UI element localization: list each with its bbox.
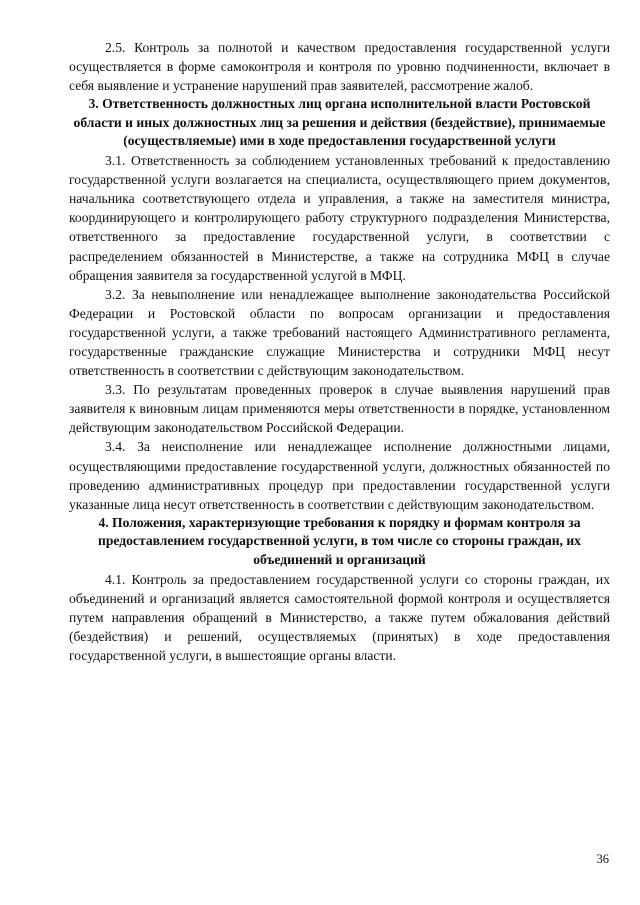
paragraph-3-3: 3.3. По результатам проведенных проверок в случае выявления нарушений прав заявителя к виновным лицам применяются меры ответственности в порядке, установленном действующим законодательством Российской Федерации. [69,382,610,436]
document-page [69,38,610,665]
paragraph-3-1: 3.1. Ответственность за соблюдением установленных требований к предоставлению государственной услуги возлагается на специалиста, осуществляющего прием документов, начальника соответствующего отдела и управления, а также на заместителя министра, координирующего и контролирующего работу структурного подразделения Министерства, ответственного за предоставление государственной услуги, в соответствии с распределением обязанностей в Министерстве, а также на сотрудника МФЦ в случае обращения заявителя за государственной услугой в МФЦ. [69,153,610,283]
paragraph-4-1: 4.1. Контроль за предоставлением государственной услуги со стороны граждан, их объединений и организаций является самостоятельной формой контроля и осуществляется путем направления обращений в Министерство, а также путем обжалования действий (бездействия) и решений, осуществляемых (принятых) в ходе предоставления государственной услуги, в вышестоящие органы власти. [69,571,610,663]
section-4-heading: 4. Положения, характеризующие требования к порядку и формам контроля за предоставлением государственной услуги, в том числе со стороны граждан, их объединений и организаций [98,514,581,568]
paragraph-3-2: 3.2. За невыполнение или ненадлежащее выполнение законодательства Российской Федерации и Ростовской области по вопросам организации и предоставления государственной услуги, а также требований настоящего Административного регламента, государственные гражданские служащие Министерства и сотрудники МФЦ несут ответственность в соответствии с действующим законодательством. [69,286,610,379]
page-number: 36 [596,852,609,866]
section-3-heading: 3. Ответственность должностных лиц органа исполнительной власти Ростовской области и иных должностных лиц за решения и действия (бездействие), принимаемые (осуществляемые) ими в ходе предоставления государственной услуги [73,96,606,149]
paragraph-2-5: 2.5. Контроль за полнотой и качеством предоставления государственной услуги осуществляется в форме самоконтроля и контроля по уровню подчиненности, включает в себя выявление и устранение нарушений прав заявителей, рассмотрение жалоб. [69,40,610,94]
paragraph-3-4: 3.4. За неисполнение или ненадлежащее исполнение должностными лицами, осуществляющими предоставление государственной услуги, должностных обязанностей по проведению административных процедур при предоставлении государственной услуги указанные лица несут ответственность в соответствии с действующим законодательством. [69,439,610,512]
